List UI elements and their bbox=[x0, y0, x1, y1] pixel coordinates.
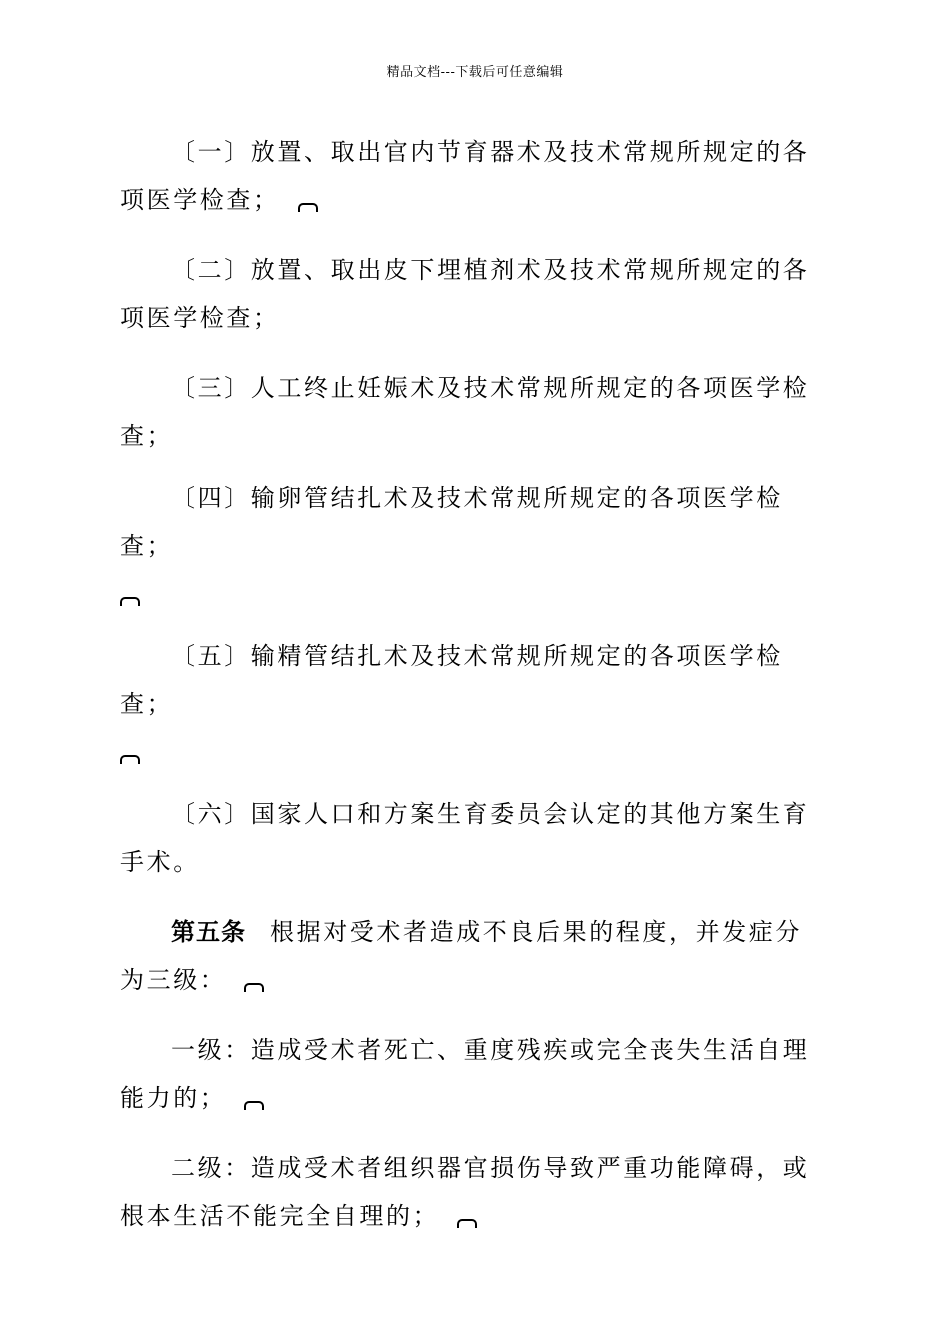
paragraph-text: 〔四〕输卵管结扎术及技术常规所规定的各项医学检查； bbox=[120, 484, 783, 560]
article-five bbox=[120, 908, 810, 1004]
grade-one bbox=[120, 1026, 810, 1122]
line-break-mark-icon bbox=[120, 755, 140, 764]
paragraph-text: 〔六〕国家人口和方案生育委员会认定的其他方案生育手术。 bbox=[120, 800, 810, 876]
line-break-mark-icon bbox=[298, 203, 318, 212]
page-header: 精品文档---下载后可任意编辑 bbox=[386, 65, 564, 80]
paragraph-text: 〔一〕放置、取出官内节育器术及技术常规所规定的各项医学检查； bbox=[120, 138, 810, 214]
line-break-mark-icon bbox=[120, 597, 140, 606]
paragraph-item-3 bbox=[120, 364, 810, 460]
paragraph-item-2 bbox=[120, 246, 810, 342]
line-break-mark-icon bbox=[457, 1219, 477, 1228]
line-break-mark-icon bbox=[244, 1101, 264, 1110]
article-number: 第五条 bbox=[171, 918, 246, 946]
paragraph-text: 〔五〕输精管结扎术及技术常规所规定的各项医学检查； bbox=[120, 642, 783, 718]
grade-two bbox=[120, 1144, 810, 1240]
paragraph-item-5 bbox=[120, 632, 810, 776]
paragraph-item-6 bbox=[120, 790, 810, 886]
paragraph-text: 二级：造成受术者组织器官损伤导致严重功能障碍，或根本生活不能完全自理的； bbox=[120, 1154, 810, 1230]
paragraph-text: 〔二〕放置、取出皮下埋植剂术及技术常规所规定的各项医学检查； bbox=[120, 256, 810, 332]
paragraph-text: 一级：造成受术者死亡、重度残疾或完全丧失生活自理能力的； bbox=[120, 1036, 810, 1112]
paragraph-item-4 bbox=[120, 474, 810, 618]
line-break-mark-icon bbox=[244, 983, 264, 992]
paragraph-text: 〔三〕人工终止妊娠术及技术常规所规定的各项医学检查； bbox=[120, 374, 810, 450]
document-body bbox=[120, 128, 810, 1240]
paragraph-item-1 bbox=[120, 128, 810, 224]
paragraph-text: 根据对受术者造成不良后果的程度，并发症分为三级： bbox=[120, 918, 802, 994]
